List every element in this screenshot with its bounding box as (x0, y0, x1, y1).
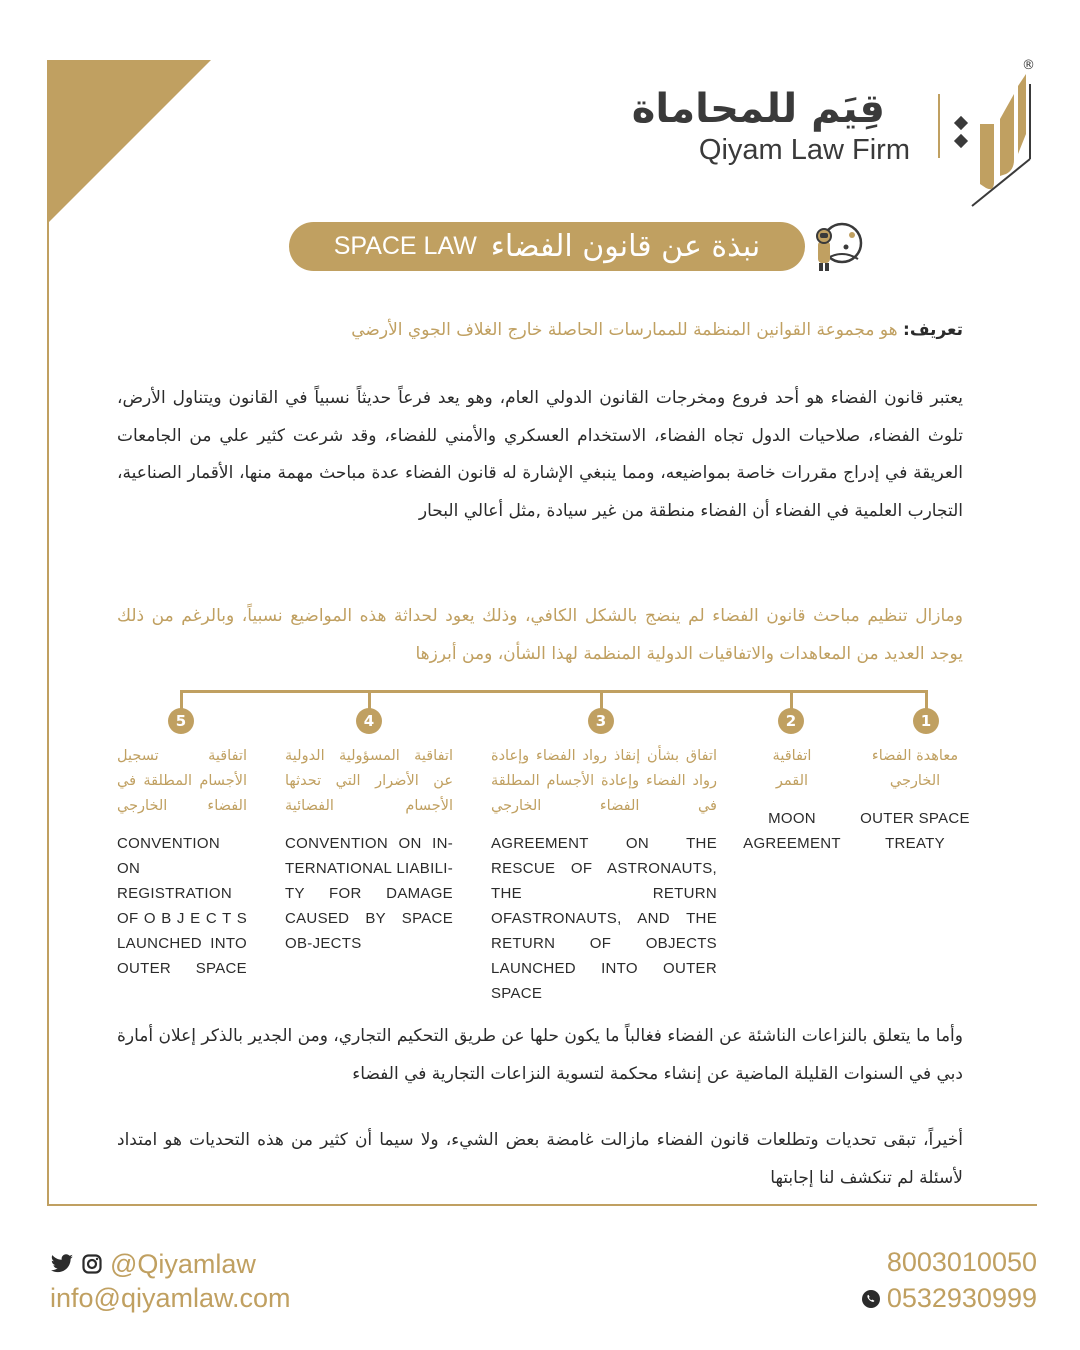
social-handle[interactable]: @Qiyamlaw (110, 1248, 256, 1279)
intro-paragraph: يعتبر قانون الفضاء هو أحد فروع ومخرجات القانون الدولي العام، وهو يعد فرعاً حديثاً نسبياً في القانون ويتناول الأرض، تلوث الفضاء، صلاحيات الدول تجاه الفضاء، الاستخدام العسكري والأمني للفضاء، وقد شرعت كثير علي من الجامعات العريقة في إدراج مقررات خاصة بمواضيعه، ومما ينبغي الإشارة له قانون الفضاء عدة مباحث مهمة منها، الأقمار الصناعية، التجارب العلمية في الفضاء أن الفضاء منطقة من غير سيادة ,مثل أعالي البحار (117, 388, 963, 521)
tree-branch-5 (180, 690, 183, 710)
whatsapp-number[interactable]: 0532930999 (886, 1283, 1037, 1313)
treaty-3-arabic: اتفاق بشأن إنقاذ رواد الفضاء وإعادة رواد الفضاء وإعادة الأجسام المطلقة في الفضاء الخارجي (491, 748, 717, 814)
brand-logo (631, 64, 1040, 214)
disputes-paragraph: وأما ما يتعلق بالنزاعات الناشئة عن الفضاء فغالباً ما يكون حلها عن طريق التحكيم التجاري، ومن الجدير بالذكر إعلان أمارة دبي في السنوات القليلة الماضية عن إنشاء محكمة لتسوية النزاعات التجارية في الفضاء (117, 1026, 963, 1084)
twitter-icon[interactable] (50, 1254, 74, 1274)
phone-number[interactable]: 8003010050 (886, 1247, 1037, 1277)
treaty-item-4 (285, 744, 453, 956)
phone-contact (861, 1247, 1037, 1314)
instagram-icon[interactable] (82, 1254, 102, 1274)
tree-horizontal-line (180, 690, 928, 693)
treaty-4-english: CONVENTION ON IN-TERNATIONAL LIABILI-TY FOR DAMAGE CAUSED BY SPACE OB-JECTS (285, 835, 453, 952)
treaty-1-arabic: معاهدة الفضاء الخارجي (871, 748, 959, 789)
treaty-number-4: 4 (356, 708, 382, 734)
brand-name-arabic: قِيَم للمحاماة (631, 86, 885, 132)
treaty-2-arabic: اتفاقية القمر (772, 748, 812, 789)
whatsapp-icon (861, 1289, 881, 1309)
social-contact (50, 1247, 291, 1314)
treaty-4-arabic: اتفاقية المسؤولية الدولية عن الأضرار التي تحدثها الأجسام الفضائية (285, 748, 453, 814)
brand-name-english: Qiyam Law Firm (698, 134, 910, 166)
definition-label: تعريف: (903, 320, 963, 340)
email-link[interactable]: info@qiyamlaw.com (50, 1283, 291, 1313)
definition-text: هو مجموعة القوانين المنظمة للممارسات الحاصلة خارج الغلاف الجوي الأرضي (351, 320, 898, 340)
tree-branch-1 (925, 690, 928, 710)
conclusion-paragraph: أخيراً، تبقى تحديات وتطلعات قانون الفضاء مازالت غامضة بعض الشيء، ولا سيما أن كثير من هذه التحديات هو امتداد لأسئلة لم تنكشف لنا إجابتها (117, 1130, 963, 1188)
logo-divider (938, 94, 940, 158)
treaty-5-arabic: اتفاقية تسجيل الأجسام المطلقة في الفضاء الخارجي (117, 748, 247, 814)
astronaut-icon (812, 219, 868, 273)
treaty-item-1 (860, 744, 970, 856)
regulation-paragraph: ومازال تنظيم مباحث قانون الفضاء لم ينضج بالشكل الكافي، وذلك يعود لحداثة هذه المواضيع نسبياً، وبالرغم من ذلك يوجد العديد من المعاهدات والاتفاقيات الدولية المنظمة لهذا الشأن، ومن أبرزها (117, 606, 963, 664)
treaty-number-5: 5 (168, 708, 194, 734)
treaty-number-3: 3 (588, 708, 614, 734)
tree-branch-4 (368, 690, 371, 710)
treaty-3-english: AGREEMENT ON THE RESCUE OF ASTRONAUTS, THE RETURN OFASTRONAUTS, AND THE RETURN OF OBJECTS LAUNCHED INTO OUTER SPACE (491, 835, 717, 1002)
treaty-number-2: 2 (778, 708, 804, 734)
title-arabic: نبذة عن قانون الفضاء (490, 229, 761, 264)
tree-branch-2 (790, 690, 793, 710)
logo-mark-icon (950, 64, 1040, 210)
treaty-item-3 (491, 744, 717, 1006)
treaty-item-5 (117, 744, 247, 981)
frame-left-line (47, 60, 49, 1206)
treaty-5-english: CONVENTION ON REGISTRATION OF O B J E C T S LAUNCHED INTO OUTER SPACE (117, 835, 247, 977)
tree-branch-3 (600, 690, 603, 710)
title-banner (289, 222, 805, 271)
title-english: SPACE LAW (333, 232, 477, 260)
registered-mark: ® (1022, 58, 1035, 73)
treaty-item-2 (742, 744, 842, 856)
treaty-number-1: 1 (913, 708, 939, 734)
definition (110, 316, 963, 344)
corner-triangle-decoration (47, 60, 211, 224)
treaty-1-english: OUTER SPACE TREATY (860, 810, 970, 852)
frame-bottom-line (47, 1204, 1037, 1206)
treaty-2-english: MOON AGREEMENT (743, 810, 841, 852)
